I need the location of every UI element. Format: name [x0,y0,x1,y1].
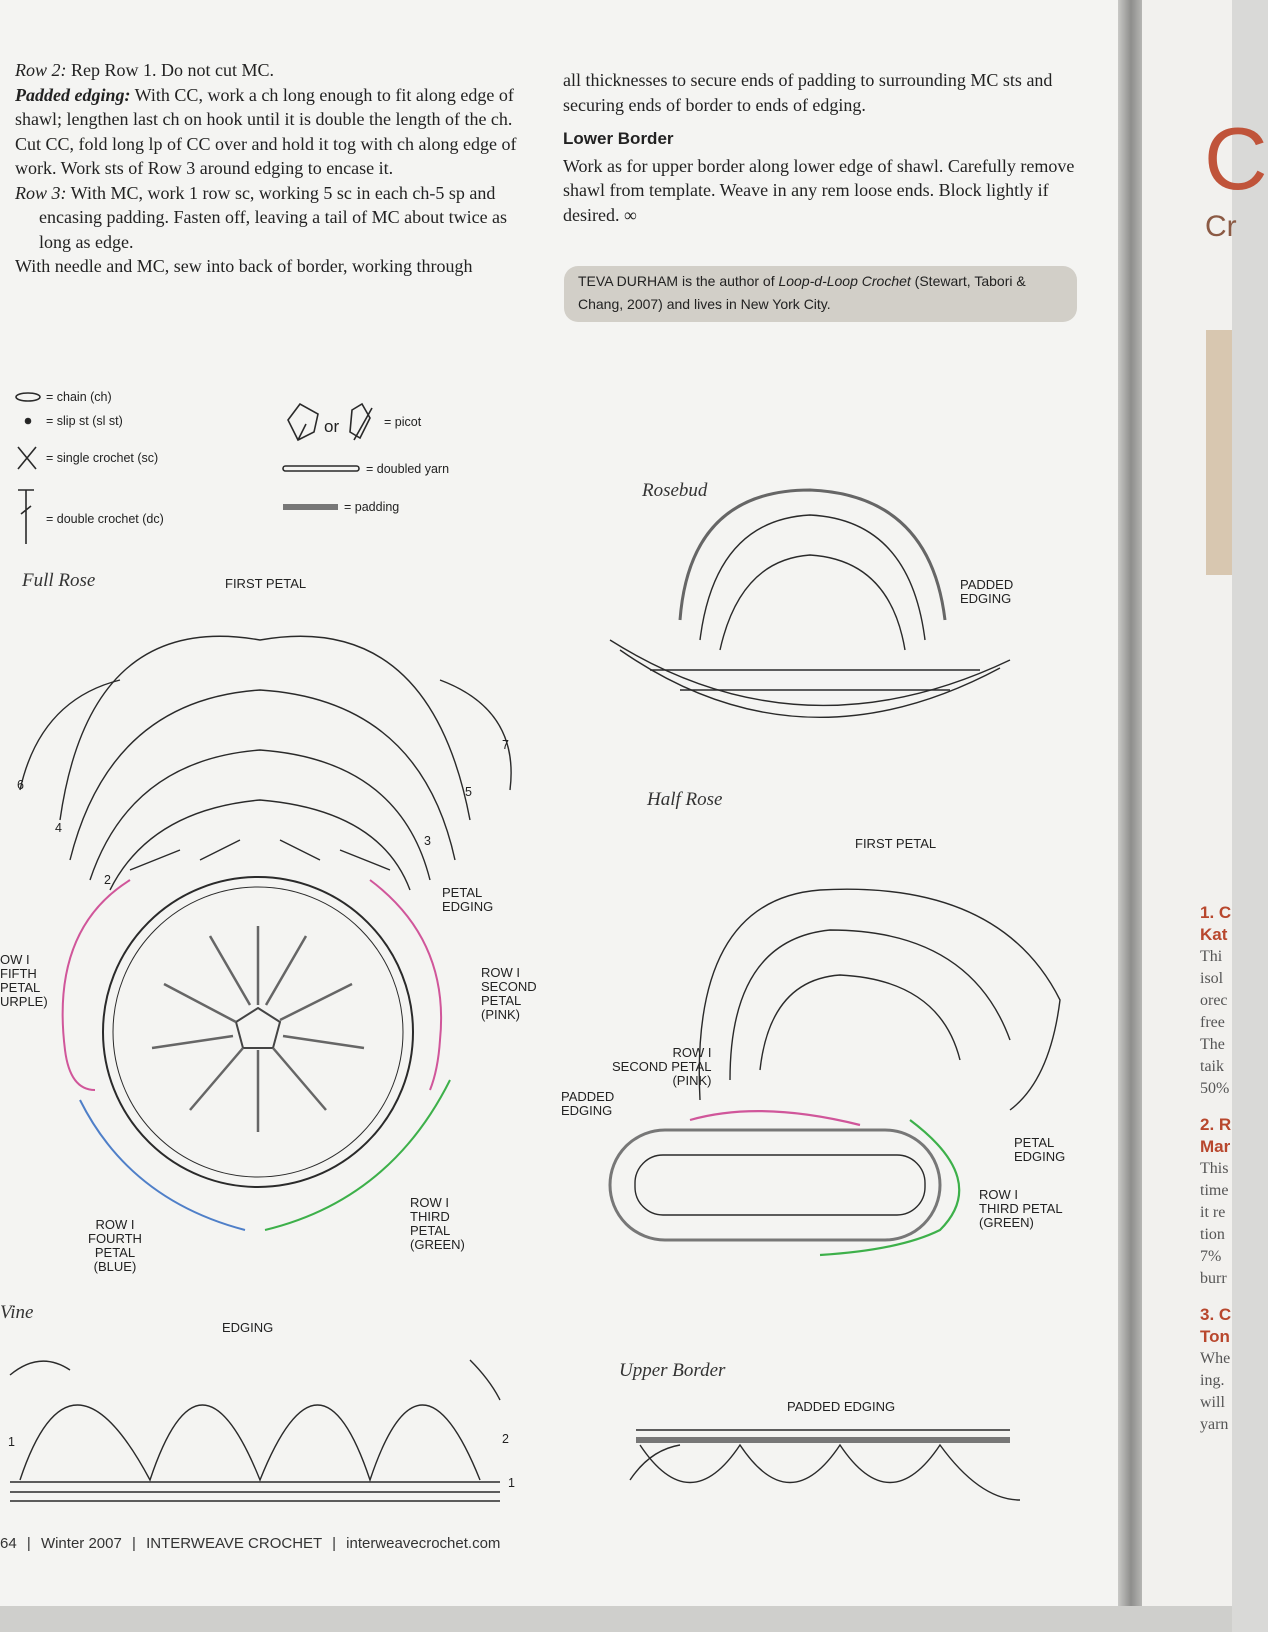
row-number: 6 [17,778,24,792]
sc-symbol [18,447,36,469]
facing-item: tion [1200,1226,1225,1243]
facing-item: The [1200,1036,1225,1053]
facing-item: yarn [1200,1416,1229,1433]
footer-magazine: INTERWEAVE CROCHET [146,1535,322,1552]
legend-single: = single crochet (sc) [46,451,159,465]
half-rose-second-petal: ROW I SECOND PETAL (PINK) [612,1045,712,1088]
full-rose-fifth-petal: OW I FIFTH PETAL URPLE) [0,952,48,1009]
row-number: 2 [104,873,111,887]
bio-book-title: Loop-d-Loop Crochet [778,273,911,289]
footer-separator: | [26,1535,31,1552]
half-rose-padded-edging: PADDED EDGING [561,1089,615,1118]
picot-symbol-b [350,404,372,440]
legend-chain: = chain (ch) [46,390,112,404]
row-number: 7 [502,738,509,752]
rosebud-diagram [610,490,1010,717]
full-rose-fourth-petal: ROW I FOURTH PETAL (BLUE) [88,1217,142,1274]
footer-separator: | [332,1535,336,1552]
bio-suffix: (Stewart, Tabori & Chang, 2007) and lives in New York City. [578,273,1026,312]
facing-item: Ton [1200,1327,1230,1346]
doubled-yarn-symbol [283,466,359,471]
facing-item: it re [1200,1204,1226,1221]
facing-subtitle: Cr [1205,210,1237,243]
bio-prefix: TEVA DURHAM is the author of [578,273,779,289]
facing-item: time [1200,1182,1229,1199]
full-rose-petal-edging: PETAL EDGING [442,885,494,914]
full-rose-first-petal: FIRST PETAL [225,576,307,591]
facing-item: isol [1200,970,1224,987]
rosebud-padded-edging: PADDED EDGING [960,577,1014,606]
legend-picot: = picot [384,415,422,429]
vine-title: Vine [0,1302,34,1323]
rosebud-title: Rosebud [642,480,708,501]
footer-separator: | [131,1535,136,1552]
lower-border-text: Work as for upper border along lower edge of shawl. Carefully remove shawl from template. Weave in any rem loose ends. Block lightly if desired. [563,155,1075,225]
row-number: 1 [8,1435,15,1449]
facing-item: 7% [1200,1248,1222,1265]
facing-item: This [1200,1160,1229,1177]
facing-item: 2. R [1200,1115,1232,1134]
facing-item: free [1200,1014,1225,1031]
needle-paragraph: With needle and MC, sew into back of border, working through [15,256,473,276]
end-mark: ∞ [623,204,637,225]
row-number: 3 [424,834,431,848]
row2-text: Rep Row 1. Do not cut MC. [66,60,275,80]
facing-text-block [1200,902,1231,1436]
full-rose-diagram [20,636,511,1230]
row-number: 2 [502,1432,509,1446]
row3-label: Row 3: [15,182,67,203]
page-number: 64 [0,1535,17,1552]
dc-symbol [18,490,34,544]
upper-border-title: Upper Border [619,1360,726,1381]
half-rose-first-petal: FIRST PETAL [855,836,937,851]
continued-paragraph: all thicknesses to secure ends of padding to surrounding MC sts and securing ends of border to ends of edging. [563,70,1053,115]
facing-photo [1206,330,1232,575]
row-number: 4 [55,821,62,835]
slip-symbol [26,419,31,424]
footer-url: interweavecrochet.com [346,1535,501,1552]
half-rose-title: Half Rose [647,789,723,810]
upper-border-padded-edging: PADDED EDGING [787,1399,896,1414]
facing-item: 50% [1200,1080,1230,1097]
vine-diagram [10,1360,500,1501]
facing-item: will [1200,1394,1225,1411]
half-rose-third-petal: ROW I THIRD PETAL (GREEN) [979,1187,1063,1230]
padding-symbol [283,504,338,510]
half-rose-petal-edging: PETAL EDGING [1014,1135,1066,1164]
footer-issue: Winter 2007 [40,1535,122,1552]
picot-symbol-a [288,404,318,440]
facing-item: taik [1200,1058,1224,1075]
padded-edging-label: Padded edging: [15,84,131,105]
facing-big-letter: C [1204,109,1268,208]
row-number: 5 [465,785,472,799]
facing-item: Thi [1200,948,1223,965]
legend-double: = double crochet (dc) [46,512,164,526]
row-number: 1 [508,1476,515,1490]
facing-item: 1. C [1200,903,1232,922]
legend-slip: = slip st (sl st) [46,414,123,428]
facing-item: Kat [1200,925,1228,944]
lower-border-heading: Lower Border [563,129,674,148]
facing-item: burr [1200,1270,1227,1287]
row3-text: With MC, work 1 row sc, working 5 sc in each ch-5 sp and encasing padding. Fasten off, leaving a tail of MC about twice as long as edge. [39,182,508,252]
facing-item: Mar [1200,1137,1231,1156]
upper-border-diagram [630,1430,1020,1500]
vine-edging: EDGING [222,1320,274,1335]
legend-padding: = padding [344,500,400,514]
facing-item: 3. C [1200,1305,1232,1324]
row2-label: Row 2: [15,60,67,80]
chain-symbol [16,393,40,401]
facing-item: Whe [1200,1350,1231,1367]
padded-edging-text: With CC, work a ch long enough to fit along edge of shawl; lengthen last ch on hook until it is double the length of the ch. Cut CC, fold long lp of CC over and hold it tog with ch along edge of work. Work sts of Row 3 around edging to encase it. [15,84,517,178]
page-footer [0,1535,500,1552]
legend-doubled: = doubled yarn [366,462,450,476]
full-rose-title: Full Rose [22,570,96,591]
full-rose-second-petal: ROW I SECOND PETAL (PINK) [481,965,537,1022]
full-rose-third-petal: ROW I THIRD PETAL (GREEN) [410,1195,465,1252]
legend-or: or [324,417,340,436]
facing-item: ing. [1200,1372,1225,1389]
facing-item: orec [1200,992,1228,1009]
